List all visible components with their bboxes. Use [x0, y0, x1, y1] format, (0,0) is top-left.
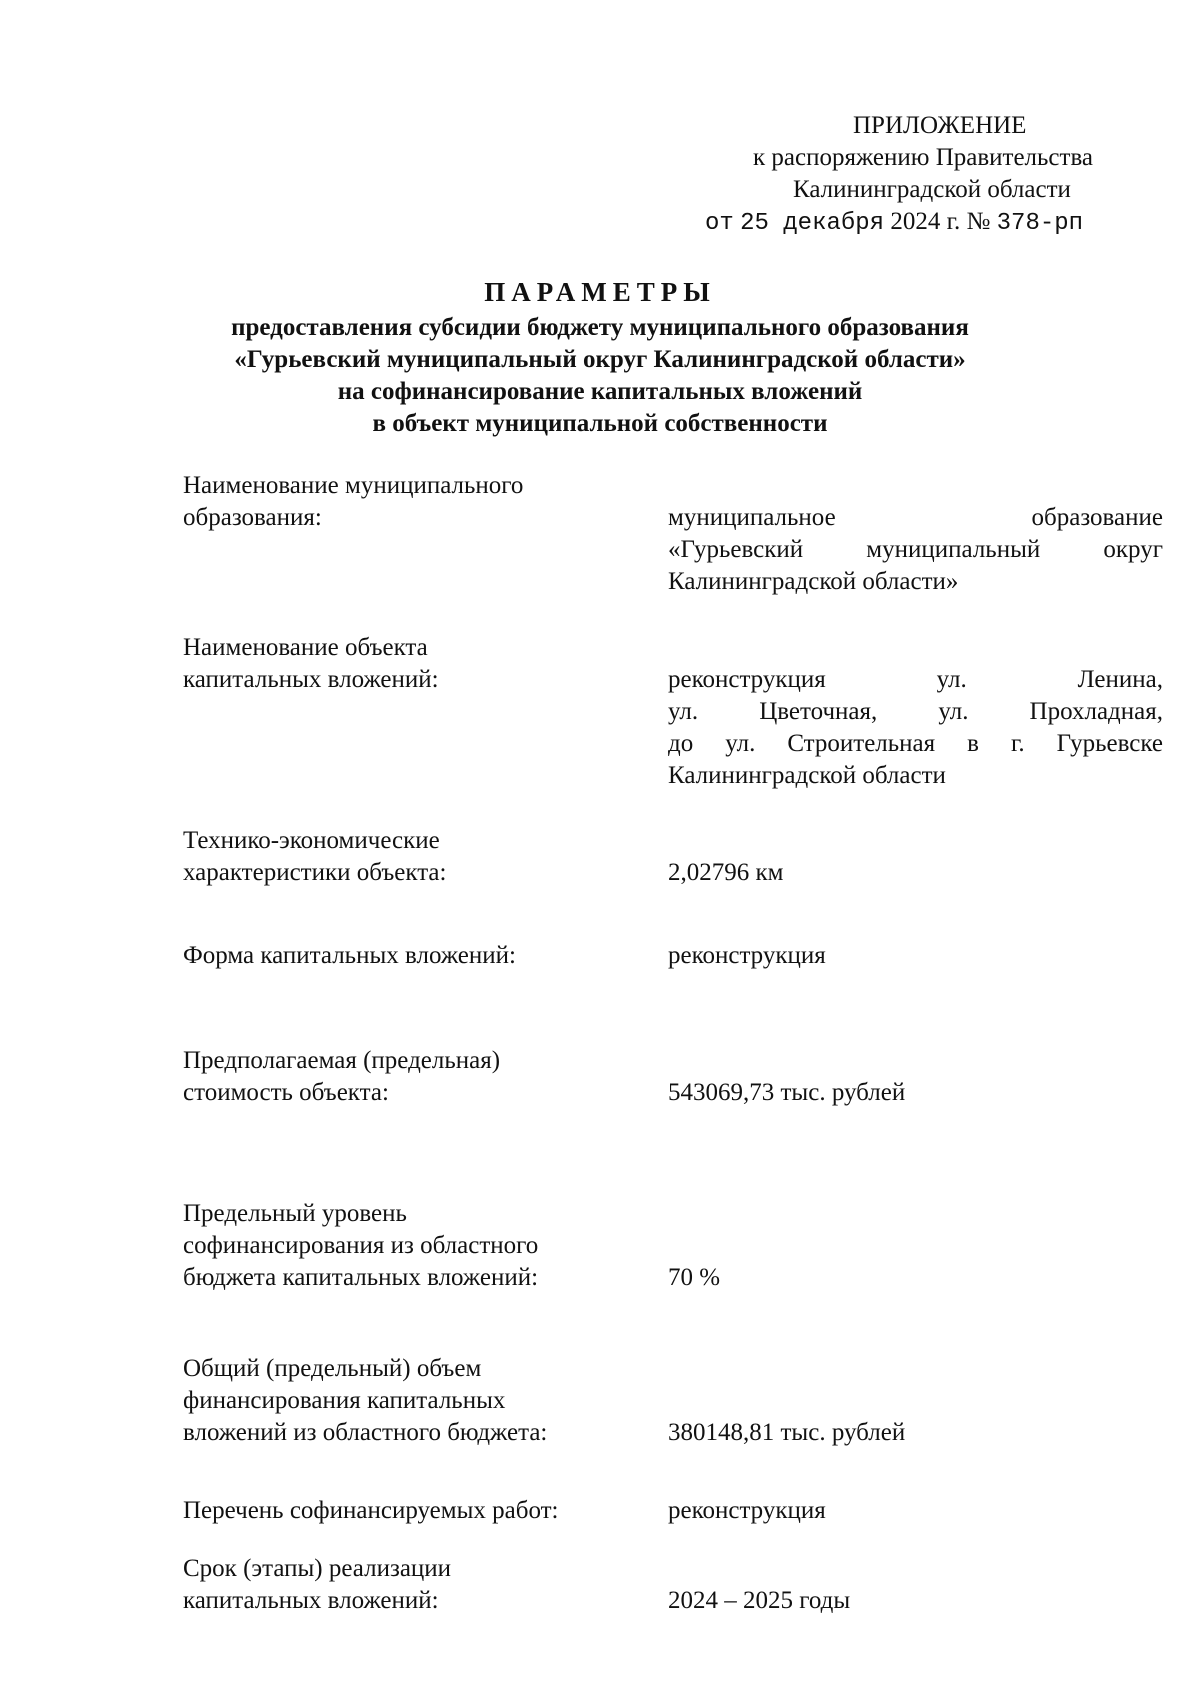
document-title: ПАРАМЕТРЫ: [484, 277, 716, 307]
date-prefix: от: [705, 210, 734, 237]
param-label: Общий (предельный) объем финансирования капитальных вложений из областного бюджета:: [183, 1355, 548, 1446]
subtitle-line: предоставления субсидии бюджету муниципального образования: [231, 314, 969, 341]
appendix-date-line: [690, 206, 1130, 240]
param-label: Срок (этапы) реализации капитальных вложений:: [183, 1555, 452, 1614]
param-value: 2024 – 2025 годы: [668, 1587, 851, 1614]
param-value: реконструкция: [668, 942, 826, 969]
param-label: Наименование объекта капитальных вложений:: [183, 634, 439, 693]
appendix-region-line: Калининградской области: [793, 176, 1071, 203]
param-label: Технико-экономические характеристики объекта:: [183, 827, 447, 886]
param-value: реконструкция ул. Ленина, ул. Цветочная, ул. Прохладная, до ул. Строительная в г. Гурьевске Калининградской области: [668, 666, 1163, 789]
param-value: 543069,73 тыс. рублей: [668, 1079, 906, 1106]
param-value: 380148,81 тыс. рублей: [668, 1419, 906, 1446]
param-label: Предполагаемая (предельная) стоимость объекта:: [183, 1047, 501, 1106]
param-label: Предельный уровень софинансирования из областного бюджета капитальных вложений:: [183, 1200, 539, 1291]
param-value: муниципальное образование «Гурьевский муниципальный округ Калининградской области»: [668, 504, 1163, 595]
param-label: Форма капитальных вложений:: [183, 942, 516, 969]
decree-number: 378-рп: [996, 210, 1084, 237]
subtitle-line: в объект муниципальной собственности: [372, 410, 828, 437]
appendix-decree-line: к распоряжению Правительства: [753, 144, 1094, 171]
date-year: 2024 г. №: [890, 208, 991, 235]
appendix-title: ПРИЛОЖЕНИЕ: [853, 112, 1027, 139]
param-value: 2,02796 км: [668, 859, 784, 886]
param-value: 70 %: [668, 1264, 721, 1291]
param-label: Наименование муниципального образования:: [183, 472, 524, 531]
subtitle-line: на софинансирование капитальных вложений: [337, 378, 863, 405]
appendix-block: [690, 110, 1130, 240]
param-value: реконструкция: [668, 1497, 826, 1524]
date-day-month: 25 декабря: [740, 210, 885, 237]
document-heading: [0, 272, 1200, 440]
subtitle-line: «Гурьевский муниципальный округ Калининградской области»: [234, 346, 966, 373]
param-label: Перечень софинансируемых работ:: [183, 1497, 559, 1524]
